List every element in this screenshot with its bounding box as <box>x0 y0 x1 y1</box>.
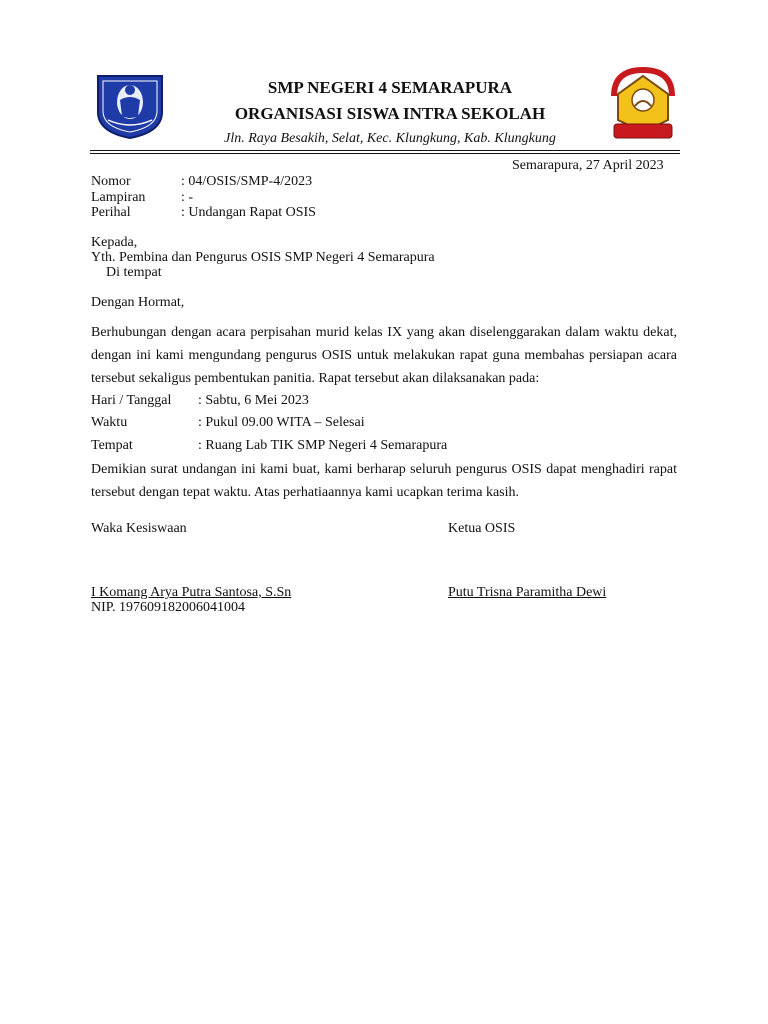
greeting: Dengan Hormat, <box>91 295 185 310</box>
closing-paragraph: Demikian surat undangan ini kami buat, kami berharap seluruh pengurus OSIS dapat menghadiri rapat tersebut dengan tepat waktu. Atas perhatiaannya kami ucapkan terima kasih. <box>91 462 677 500</box>
signature-right-name: Putu Trisna Paramitha Dewi <box>448 585 607 600</box>
school-logo-icon <box>90 72 170 140</box>
school-address: Jln. Raya Besakih, Selat, Kec. Klungkung, Kab. Klungkung <box>224 131 556 146</box>
signature-left-nip: NIP. 197609182006041004 <box>91 600 246 615</box>
osis-logo-icon <box>608 66 678 142</box>
meta-label-lampiran: Lampiran <box>91 190 146 205</box>
schedule-label-place: Tempat <box>91 438 133 453</box>
organization-name: ORGANISASI SISWA INTRA SEKOLAH <box>234 104 546 123</box>
meta-value-lampiran: : - <box>181 190 194 205</box>
header-rule <box>90 150 680 151</box>
meta-value-perihal: : Undangan Rapat OSIS <box>181 205 316 220</box>
signature-right-title: Ketua OSIS <box>448 521 516 536</box>
header-rule-thin <box>90 153 680 154</box>
body-paragraph: Berhubungan dengan acara perpisahan murid kelas IX yang akan diselenggarakan dalam waktu dekat, dengan ini kami mengundang pengurus OSIS untuk melakukan rapat guna membahas persiapan acara tersebut sekaligus pembentukan panitia. Rapat tersebut akan dilaksanakan pada: <box>91 325 677 386</box>
recipient-place: Di tempat <box>106 265 162 280</box>
schedule-label-date: Hari / Tanggal <box>91 393 172 408</box>
recipient-to: Kepada, <box>91 235 138 250</box>
place-date: Semarapura, 27 April 2023 <box>512 158 664 173</box>
school-name: SMP NEGERI 4 SEMARAPURA <box>267 78 513 97</box>
schedule-value-place: : Ruang Lab TIK SMP Negeri 4 Semarapura <box>198 438 448 453</box>
meta-label-nomor: Nomor <box>91 174 131 189</box>
schedule-value-date: : Sabtu, 6 Mei 2023 <box>198 393 309 408</box>
recipient-name: Yth. Pembina dan Pengurus OSIS SMP Negeri 4 Semarapura <box>91 250 435 265</box>
meta-label-perihal: Perihal <box>91 205 131 220</box>
schedule-label-time: Waktu <box>91 415 128 430</box>
meta-value-nomor: : 04/OSIS/SMP-4/2023 <box>181 174 313 189</box>
signature-left-name: I Komang Arya Putra Santosa, S.Sn <box>91 585 292 600</box>
schedule-value-time: : Pukul 09.00 WITA – Selesai <box>198 415 365 430</box>
signature-left-title: Waka Kesiswaan <box>91 521 187 536</box>
